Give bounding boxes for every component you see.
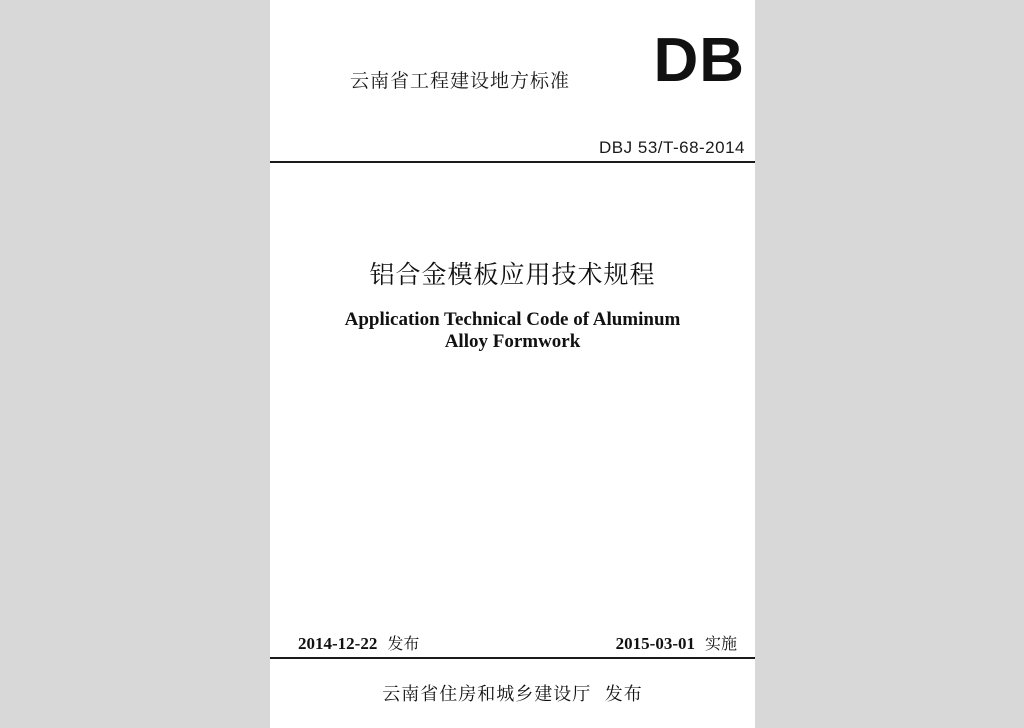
title-chinese: 铝合金模板应用技术规程 [369,260,656,289]
bottom-divider [270,657,755,659]
publisher: 云南省住房和城乡建设厅 发布 [382,684,643,705]
db-mark: DB [653,26,745,95]
series-title: 云南省工程建设地方标准 [350,70,571,92]
title-english [270,309,755,353]
issue-label: 发布 [387,634,420,653]
effective-label: 实施 [704,634,737,653]
issue-date-block [298,631,419,654]
standard-number: DBJ 53/T-68-2014 [599,138,745,157]
document-cover [270,0,755,728]
effective-date: 2015-03-01 [615,634,695,653]
title-english-line1: Application Technical Code of Aluminum [344,309,681,330]
top-divider [270,161,755,163]
issue-date: 2014-12-22 [298,634,378,653]
effective-date-block [616,631,737,654]
title-english-line2: Alloy Formwork [444,331,581,352]
